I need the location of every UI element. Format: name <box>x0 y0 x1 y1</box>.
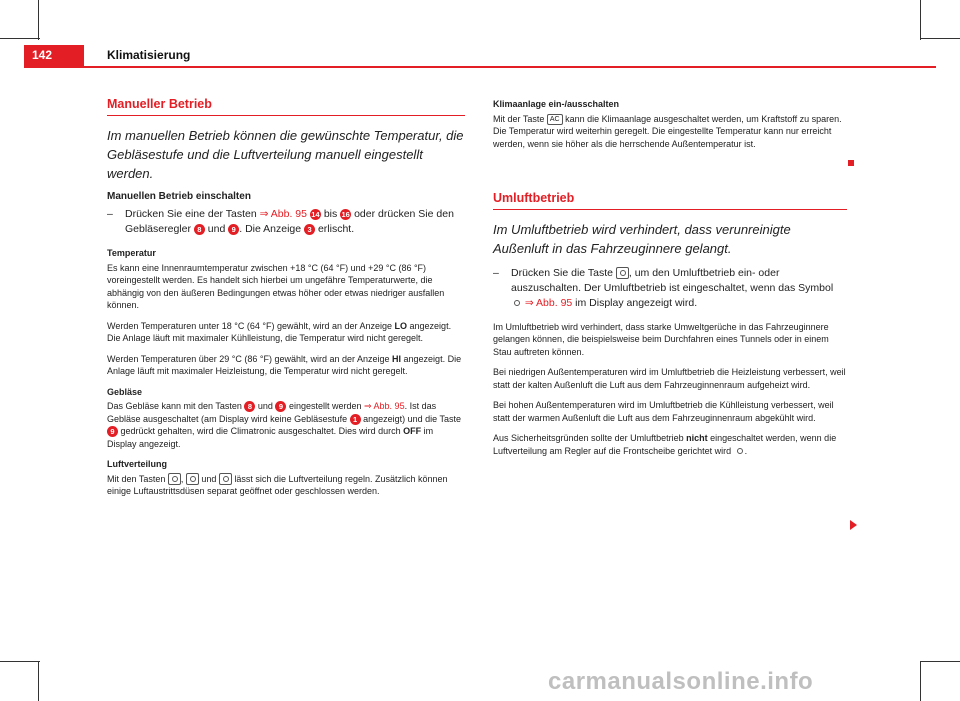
continue-arrow-icon <box>850 520 857 530</box>
crop-mark <box>920 38 960 39</box>
callout-number: 3 <box>304 224 315 235</box>
recirculation-key-icon <box>616 267 629 279</box>
step-text: , um den Umluftbetrieb ein- oder auszuschalten. Der Umluftbetrieb ist eingeschaltet, wenn das Symbol <box>511 266 834 294</box>
chapter-title: Klimatisierung <box>107 48 191 62</box>
figure-reference-link[interactable]: ⇒ Abb. 95 <box>364 401 405 411</box>
callout-number: 14 <box>311 209 320 219</box>
section-heading-manual: Manueller Betrieb <box>107 98 465 116</box>
paragraph: Im Umluftbetrieb wird verhindert, dass starke Umweltgerüche in das Fahrzeuginnere gelangen können, die beispielsweise beim Durchfahren eines Tunnels oder in einem Stau auftreten können. <box>493 321 829 357</box>
callout-number: 8 <box>244 401 255 412</box>
paragraph: Mit den Tasten , und lässt sich die Luftverteilung regeln. Zusätzlich können einige Luftaustrittsdüsen separat geöffnet oder geschlossen werden. <box>107 473 448 497</box>
step-text: bis <box>320 208 341 220</box>
paragraph: Mit der Taste AC kann die Klimaanlage ausgeschaltet werden, um Kraftstoff zu sparen. Die Temperatur wird weiterhin geregelt. Die eingestellte Temperatur kann nur erreicht werden, wenn sie höher als die herrschende Außentemperatur ist. <box>493 113 842 149</box>
step-text: erlischt. <box>315 223 355 235</box>
step-text: . Die Anzeige <box>239 223 305 235</box>
paragraph: Das Gebläse kann mit den Tasten 8 und 9 eingestellt werden ⇒ Abb. 95. Ist das Gebläse ausgeschaltet (am Display wird keine Gebläsestufe 1 angezeigt) und die Taste 9 gedrückt gehalten, wird die Climatronic ausgeschaltet. Dies wird durch OFF im Display angezeigt. <box>107 401 462 449</box>
ac-key-icon: AC <box>547 114 563 125</box>
step-dash: – <box>493 266 499 279</box>
subheading-temperature: Temperatur <box>107 248 156 258</box>
intro-manual: Im manuellen Betrieb können die gewünschte Temperatur, die Gebläsestufe und die Luftverteilung manuell eingestellt werden. <box>107 127 464 181</box>
right-column <box>493 98 847 465</box>
paragraph: Werden Temperaturen über 29 °C (86 °F) gewählt, wird an der Anzeige HI angezeigt. Die Anlage läuft mit maximaler Heizleistung, die Temperatur wird nicht geregelt. <box>107 353 462 376</box>
instruction-step <box>493 266 847 311</box>
step-text: Drücken Sie die Taste <box>511 266 616 279</box>
windshield-symbol-icon <box>734 446 745 456</box>
paragraph: Es kann eine Innenraumtemperatur zwischen +18 °C (64 °F) und +29 °C (86 °F) voreingestellt werden. Es handelt sich hierbei um ungefähre Temperaturwerte, die abhängig von den äußeren Bedingungen etwas höher oder etwas niedriger ausfallen können. <box>107 262 445 310</box>
left-column <box>107 98 465 506</box>
paragraph: Werden Temperaturen unter 18 °C (64 °F) gewählt, wird an der Anzeige LO angezeigt. Die Anlage läuft mit maximaler Kühlleistung, die Temperatur wird nicht geregelt. <box>107 320 452 343</box>
recirculation-symbol-icon <box>511 298 522 308</box>
instruction-step <box>107 207 465 237</box>
step-text: oder drücken Sie den Gebläseregler <box>125 208 454 235</box>
subheading-ac-toggle: Klimaanlage ein-/ausschalten <box>493 99 620 109</box>
crop-mark <box>920 0 921 40</box>
header-rule <box>24 66 936 68</box>
windshield-key-icon <box>168 473 181 485</box>
callout-number: 9 <box>107 426 118 437</box>
page-number: 142 <box>32 48 53 62</box>
step-text: im Display angezeigt wird. <box>572 296 698 309</box>
callout-number: 9 <box>228 224 239 235</box>
subheading-fan: Gebläse <box>107 386 143 397</box>
crop-mark <box>920 661 921 701</box>
subheading-air-distribution: Luftverteilung <box>107 459 167 469</box>
crop-mark <box>38 661 39 701</box>
callout-number: 8 <box>194 224 205 235</box>
subheading-enable-manual: Manuellen Betrieb einschalten <box>107 190 251 202</box>
figure-reference-link[interactable]: ⇒ Abb. 95 <box>259 208 307 220</box>
intro-recirculation: Im Umluftbetrieb wird verhindert, dass verunreinigte Außenluft in das Fahrzeuginnere gelangt. <box>493 221 791 256</box>
step-dash: – <box>107 208 113 220</box>
paragraph: Aus Sicherheitsgründen sollte der Umluftbetrieb nicht eingeschaltet werden, wenn die Luftverteilung am Regler auf die Frontscheibe gerichtet wird . <box>493 433 837 456</box>
section-heading-recirculation: Umluftbetrieb <box>493 192 847 210</box>
paragraph: Bei hohen Außentemperaturen wird im Umluftbetrieb die Kühlleistung verbessert, weil statt der warmen Außenluft die Luft aus dem Fahrzeuginnenraum abgekühlt wird. <box>493 400 834 423</box>
step-text: Drücken Sie eine der Tasten <box>125 208 260 220</box>
section-end-marker <box>848 160 854 166</box>
upper-vent-key-icon <box>186 473 199 485</box>
crop-mark <box>0 38 40 39</box>
step-text: und <box>204 223 229 235</box>
crop-mark <box>0 661 40 662</box>
crop-mark <box>38 0 39 40</box>
figure-reference-link[interactable]: ⇒ Abb. 95 <box>524 296 573 309</box>
paragraph: Bei niedrigen Außentemperaturen wird im Umluftbetrieb die Heizleistung verbessert, weil statt der kalten Außenluft die Luft aus dem Fahrzeuginnenraum aufgeheizt wird. <box>493 367 846 390</box>
footwell-key-icon <box>219 473 232 485</box>
callout-number: 16 <box>341 209 350 219</box>
watermark: carmanualsonline.info <box>548 668 814 695</box>
callout-number: 9 <box>275 401 286 412</box>
crop-mark <box>920 661 960 662</box>
callout-number: 1 <box>350 414 361 425</box>
